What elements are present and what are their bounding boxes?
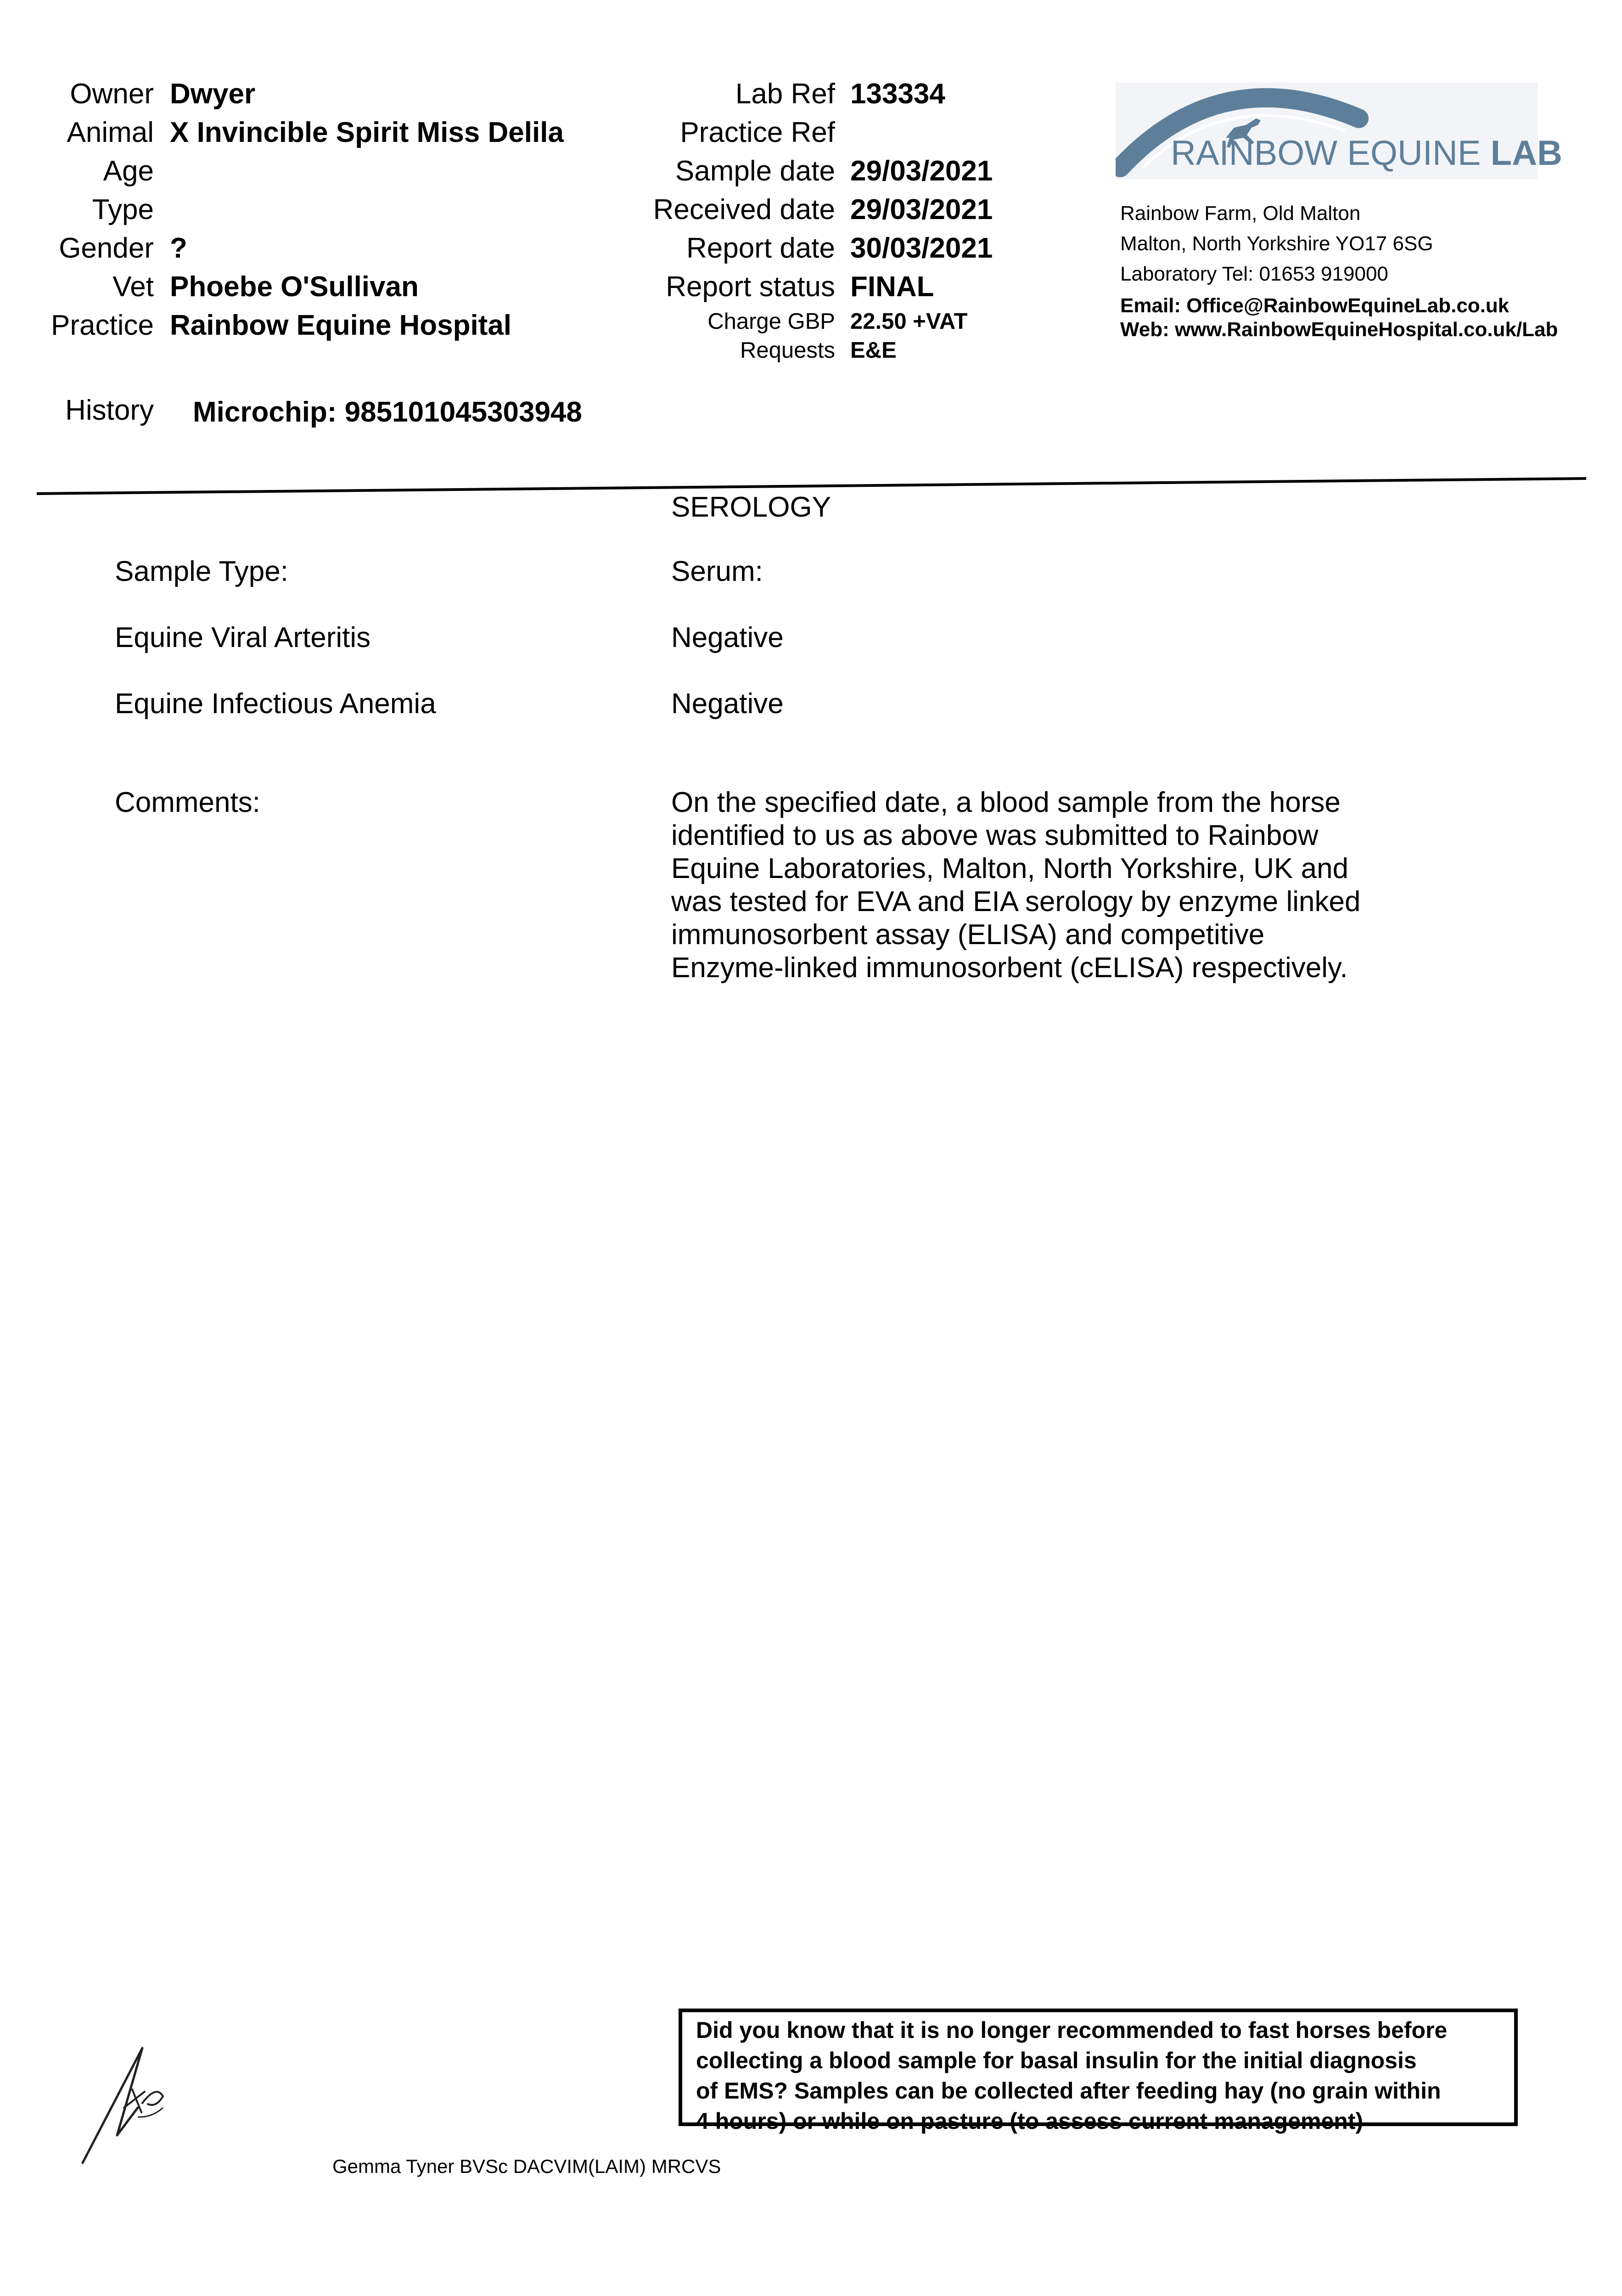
animal-value: X Invincible Spirit Miss Delila: [170, 117, 564, 148]
lab-email: Email: Office@RainbowEquineLab.co.uk: [1120, 294, 1510, 317]
owner-label: Owner: [70, 78, 154, 110]
comments-label: Comments:: [115, 787, 260, 818]
notice-line: 4 hours) or while on pasture (to assess current management): [696, 2108, 1364, 2134]
vet-label: Vet: [112, 271, 154, 303]
requests-value: E&E: [850, 338, 897, 363]
lab-ref-value: 133334: [850, 78, 945, 110]
practice-value: Rainbow Equine Hospital: [170, 310, 512, 341]
type-label: Type: [92, 194, 154, 225]
received-date-label: Received date: [653, 194, 835, 225]
report-date-value: 30/03/2021: [850, 232, 993, 264]
section-title: SEROLOGY: [671, 491, 831, 523]
practice-label: Practice: [51, 310, 154, 341]
notice-line: collecting a blood sample for basal insulin for the initial diagnosis: [696, 2048, 1417, 2073]
owner-value: Dwyer: [170, 78, 256, 110]
comments-line: identified to us as above was submitted to Rainbow: [671, 820, 1319, 851]
sample-type-label: Sample Type:: [115, 556, 288, 587]
eva-test-result: Negative: [671, 622, 784, 653]
sample-type-value: Serum:: [671, 556, 763, 587]
history-label: History: [65, 394, 154, 426]
sample-date-value: 29/03/2021: [850, 155, 993, 187]
received-date-value: 29/03/2021: [850, 194, 993, 225]
eia-test-result: Negative: [671, 688, 784, 720]
comments-line: Equine Laboratories, Malton, North Yorkshire, UK and: [671, 853, 1349, 884]
company-logo: [1116, 83, 1562, 179]
logo-text-light: RAINBOW EQUINE: [1171, 134, 1491, 173]
comments-line: immunosorbent assay (ELISA) and competitive: [671, 919, 1265, 951]
signature-image: [69, 2039, 179, 2172]
lab-telephone: Laboratory Tel: 01653 919000: [1120, 263, 1388, 285]
address-line-2: Malton, North Yorkshire YO17 6SG: [1120, 232, 1433, 255]
report-date-label: Report date: [686, 232, 835, 264]
gender-value: ?: [170, 232, 187, 264]
report-status-value: FINAL: [850, 271, 934, 303]
eia-test-name: Equine Infectious Anemia: [115, 688, 436, 720]
report-status-label: Report status: [666, 271, 835, 303]
charge-label: Charge GBP: [707, 309, 835, 334]
notice-line: Did you know that it is no longer recommended to fast horses before: [696, 2017, 1448, 2043]
comments-line: Enzyme-linked immunosorbent (cELISA) respectively.: [671, 952, 1348, 984]
age-label: Age: [103, 155, 154, 187]
fasting-notice-box: [679, 2009, 1518, 2134]
practice-ref-label: Practice Ref: [680, 117, 835, 148]
address-line-1: Rainbow Farm, Old Malton: [1120, 202, 1361, 225]
eva-test-name: Equine Viral Arteritis: [115, 622, 371, 653]
logo-text: [1171, 134, 1562, 173]
gender-label: Gender: [59, 232, 154, 264]
notice-line: of EMS? Samples can be collected after feeding hay (no grain within: [696, 2078, 1441, 2104]
lab-ref-label: Lab Ref: [735, 78, 835, 110]
requests-label: Requests: [740, 338, 835, 363]
charge-value: 22.50 +VAT: [850, 309, 968, 334]
animal-label: Animal: [67, 117, 154, 148]
lab-website: Web: www.RainbowEquineHospital.co.uk/Lab: [1120, 318, 1558, 341]
sample-date-label: Sample date: [675, 155, 835, 187]
vet-value: Phoebe O'Sullivan: [170, 271, 419, 303]
logo-text-bold: LAB: [1490, 134, 1562, 173]
comments-line: was tested for EVA and EIA serology by enzyme linked: [671, 886, 1361, 917]
signatory-name: Gemma Tyner BVSc DACVIM(LAIM) MRCVS: [332, 2155, 721, 2177]
comments-line: On the specified date, a blood sample from the horse: [671, 787, 1341, 818]
comments-text: [671, 786, 1360, 985]
history-value: Microchip: 985101045303948: [193, 396, 582, 428]
